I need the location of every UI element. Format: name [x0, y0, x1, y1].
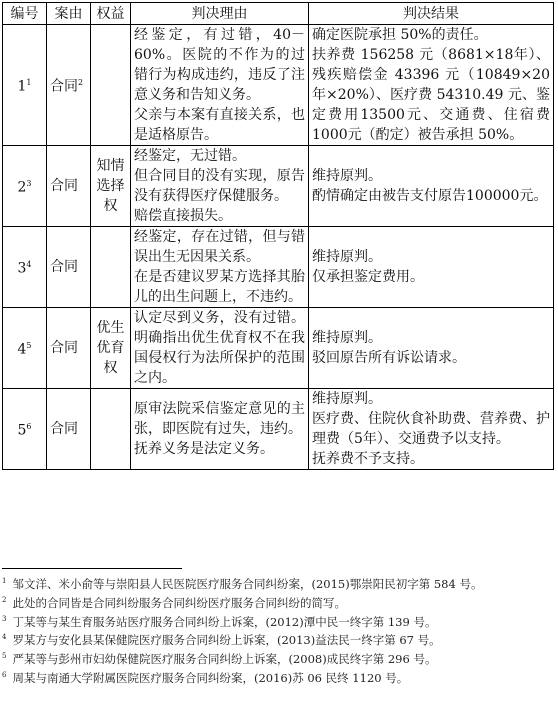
table-row [3, 389, 554, 470]
footnote: $^3$ 丁某等与某生育服务站医疗服务合同纠纷上诉案，(2012)潭中民一终字第 139 号。 [2, 614, 437, 629]
table-header-row [3, 3, 554, 25]
table-row [3, 25, 554, 146]
case-cause: 合同 [47, 227, 91, 308]
case-cause: 合同 [47, 308, 91, 389]
case-reason: 经鉴定，有过错，40－60%。医院的不作为的过错行为构成违约，违反了注意义务和告知义务。 父亲与本案有直接关系，也是适格原告。 [131, 25, 309, 146]
case-result: 确定医院承担 50%的责任。 扶养费 156258 元（8681×18年）、残疾赔偿金 43396 元（10849×20 年×20%）、医疗费 54310.49 元、鉴定费用13500元、交通费、住宿费1000元（酌定）被告承担 50%。 [309, 25, 554, 146]
footnote: $^6$ 周某与南通大学附属医院医疗服务合同纠纷案，(2016)苏 06 民终 1120 号。 [2, 670, 409, 685]
footnote: $^5$ 严某等与彭州市妇幼保健院医疗服务合同纠纷上诉案，(2008)成民终字第 296 号。 [2, 652, 437, 667]
footnotes [2, 568, 554, 686]
header-result: 判决结果 [309, 3, 554, 25]
header-cause: 案由 [47, 3, 91, 25]
judgment-table [2, 2, 554, 470]
case-right [91, 25, 131, 146]
case-number: $1^1$ [3, 25, 47, 146]
case-right: 优生优育权 [91, 308, 131, 389]
case-reason: 原审法院采信鉴定意见的主张，即医院有过失，违约。 抚养义务是法定义务。 [131, 389, 309, 470]
case-number: $4^5$ [3, 308, 47, 389]
header-reason: 判决理由 [131, 3, 309, 25]
header-right: 权益 [91, 3, 131, 25]
table-row [3, 308, 554, 389]
table-row [3, 146, 554, 227]
case-right: 知情选择权 [91, 146, 131, 227]
case-number: $2^3$ [3, 146, 47, 227]
case-reason: 经鉴定，存在过错，但与错误出生无因果关系。 在是否建议罗某方选择其胎儿的出生问题上，不违约。 [131, 227, 309, 308]
table-row [3, 227, 554, 308]
case-right [91, 389, 131, 470]
case-reason: 经鉴定，无过错。 但合同目的没有实现，原告没有获得医疗保健服务。 赔偿直接损失。 [131, 146, 309, 227]
case-result: 维持原判。 驳回原告所有诉讼请求。 [309, 308, 554, 389]
case-number: $5^6$ [3, 389, 47, 470]
case-cause: 合同 [47, 146, 91, 227]
footnote: $^1$ 邹文洋、米小俞等与崇阳县人民医院医疗服务合同纠纷案，(2015)鄂崇阳民初字第 584 号。 [2, 576, 483, 591]
header-number: 编号 [3, 3, 47, 25]
case-reason: 认定尽到义务，没有过错。明确指出优生优育权不在我国侵权行为法所保护的范围之内。 [131, 308, 309, 389]
case-cause: 合同$^2$ [47, 25, 91, 146]
footnote: $^4$ 罗某方与安化县某保健院医疗服务合同纠纷上诉案，(2013)益法民一终字第 67 号。 [2, 633, 441, 648]
case-cause: 合同 [47, 389, 91, 470]
case-result: 维持原判。 医疗费、住院伙食补助费、营养费、护理费（5年）、交通费予以支持。 抚养费不予支持。 [309, 389, 554, 470]
case-right [91, 227, 131, 308]
footnote-divider [2, 568, 182, 569]
case-number: $3^4$ [3, 227, 47, 308]
case-result: 维持原判。 酌情确定由被告支付原告100000元。 [309, 146, 554, 227]
footnote: $^2$ 此处的合同皆是合同纠纷服务合同纠纷医疗服务合同纠纷的简写。 [2, 595, 346, 610]
case-result: 维持原判。 仅承担鉴定费用。 [309, 227, 554, 308]
